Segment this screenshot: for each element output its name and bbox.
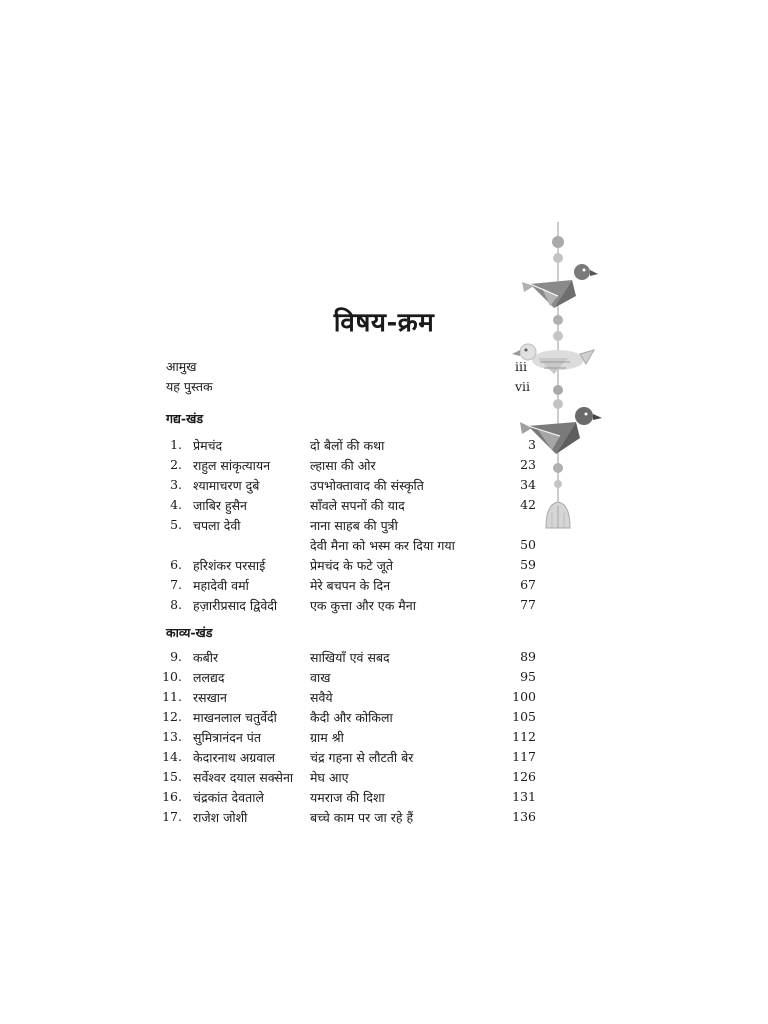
entry-title: एक कुत्ता और एक मैना	[310, 598, 416, 613]
entry-number: 12.	[162, 709, 182, 724]
entry-page: 117	[512, 749, 536, 764]
entry-number: 8.	[170, 597, 182, 612]
entry-page: 100	[512, 689, 536, 704]
entry-author: हज़ारीप्रसाद द्विवेदी	[193, 598, 278, 613]
entry-author: माखनलाल चतुर्वेदी	[193, 710, 277, 725]
entry-title: ग्राम श्री	[310, 730, 344, 745]
entry-title: बच्चे काम पर जा रहे हैं	[310, 810, 414, 825]
entry-author: राहुल सांकृत्यायन	[193, 458, 271, 473]
entry-page: 95	[520, 669, 536, 684]
entry-author: ललद्यद	[193, 670, 225, 685]
entry-page: 42	[520, 497, 536, 512]
entry-title-continued: देवी मैना को भस्म कर दिया गया	[310, 538, 455, 553]
entry-author: रसखान	[193, 690, 227, 705]
entry-title: साँवले सपनों की याद	[310, 498, 405, 513]
entry-title: ल्हासा की ओर	[310, 458, 376, 473]
entry-page: 67	[520, 577, 536, 592]
entry-number: 17.	[162, 809, 182, 824]
page-title: विषय-क्रम	[333, 308, 435, 338]
front-matter-page: iii	[515, 359, 527, 374]
entry-title: वाख	[310, 670, 331, 685]
section-heading-prose: गद्य-खंड	[166, 411, 204, 426]
entry-title: यमराज की दिशा	[310, 790, 385, 805]
entry-number: 2.	[170, 457, 182, 472]
hanging-birds-mobile-icon	[510, 222, 605, 544]
entry-author: जाबिर हुसैन	[193, 498, 247, 513]
entry-number: 4.	[170, 497, 182, 512]
entry-title: प्रेमचंद के फटे जूते	[310, 558, 394, 573]
entry-page: 112	[512, 729, 536, 744]
entry-title: उपभोक्तावाद की संस्कृति	[310, 478, 424, 493]
entry-page: 59	[520, 557, 536, 572]
entry-page: 105	[512, 709, 536, 724]
entry-number: 16.	[162, 789, 182, 804]
entry-author: चपला देवी	[193, 518, 241, 533]
entry-number: 13.	[162, 729, 182, 744]
entry-page: 136	[512, 809, 536, 824]
section-heading-poetry: काव्य-खंड	[166, 625, 213, 640]
entry-author: हरिशंकर परसाई	[193, 558, 266, 573]
front-matter-label: आमुख	[166, 359, 197, 374]
entry-number: 9.	[170, 649, 182, 664]
entry-page: 131	[512, 789, 536, 804]
entry-title: चंद्र गहना से लौटती बेर	[310, 750, 414, 765]
entry-title: मेरे बचपन के दिन	[310, 578, 391, 593]
entry-author: कबीर	[193, 650, 219, 665]
entry-title: साखियाँ एवं सबद	[310, 650, 390, 665]
entry-number: 11.	[162, 689, 182, 704]
entry-number: 14.	[162, 749, 182, 764]
entry-page: 126	[512, 769, 536, 784]
entry-author: सुमित्रानंदन पंत	[193, 730, 262, 745]
entry-author: श्यामाचरण दुबे	[193, 478, 260, 493]
entry-author: राजेश जोशी	[193, 810, 248, 825]
entry-page: 3	[528, 437, 536, 452]
entry-title: कैदी और कोकिला	[310, 710, 393, 725]
entry-page: 23	[520, 457, 536, 472]
entry-page: 77	[520, 597, 536, 612]
entry-author: महादेवी वर्मा	[193, 578, 249, 593]
entry-title: सवैये	[310, 690, 333, 705]
entry-author: प्रेमचंद	[193, 438, 223, 453]
entry-number: 6.	[170, 557, 182, 572]
entry-number: 15.	[162, 769, 182, 784]
entry-number: 5.	[170, 517, 182, 532]
entry-number: 3.	[170, 477, 182, 492]
entry-title: नाना साहब की पुत्री	[310, 518, 398, 533]
entry-author: चंद्रकांत देवताले	[193, 790, 264, 805]
entry-page: 34	[520, 477, 536, 492]
entry-author: केदारनाथ अग्रवाल	[193, 750, 275, 765]
entry-number: 1.	[170, 437, 182, 452]
entry-number: 7.	[170, 577, 182, 592]
entry-title: दो बैलों की कथा	[310, 438, 385, 453]
front-matter-label: यह पुस्तक	[166, 379, 213, 394]
entry-page: 50	[520, 537, 536, 552]
front-matter-page: vii	[515, 379, 531, 394]
entry-page: 89	[520, 649, 536, 664]
entry-number: 10.	[162, 669, 182, 684]
entry-author: सर्वेश्वर दयाल सक्सेना	[193, 770, 294, 785]
entry-title: मेघ आए	[310, 770, 349, 785]
